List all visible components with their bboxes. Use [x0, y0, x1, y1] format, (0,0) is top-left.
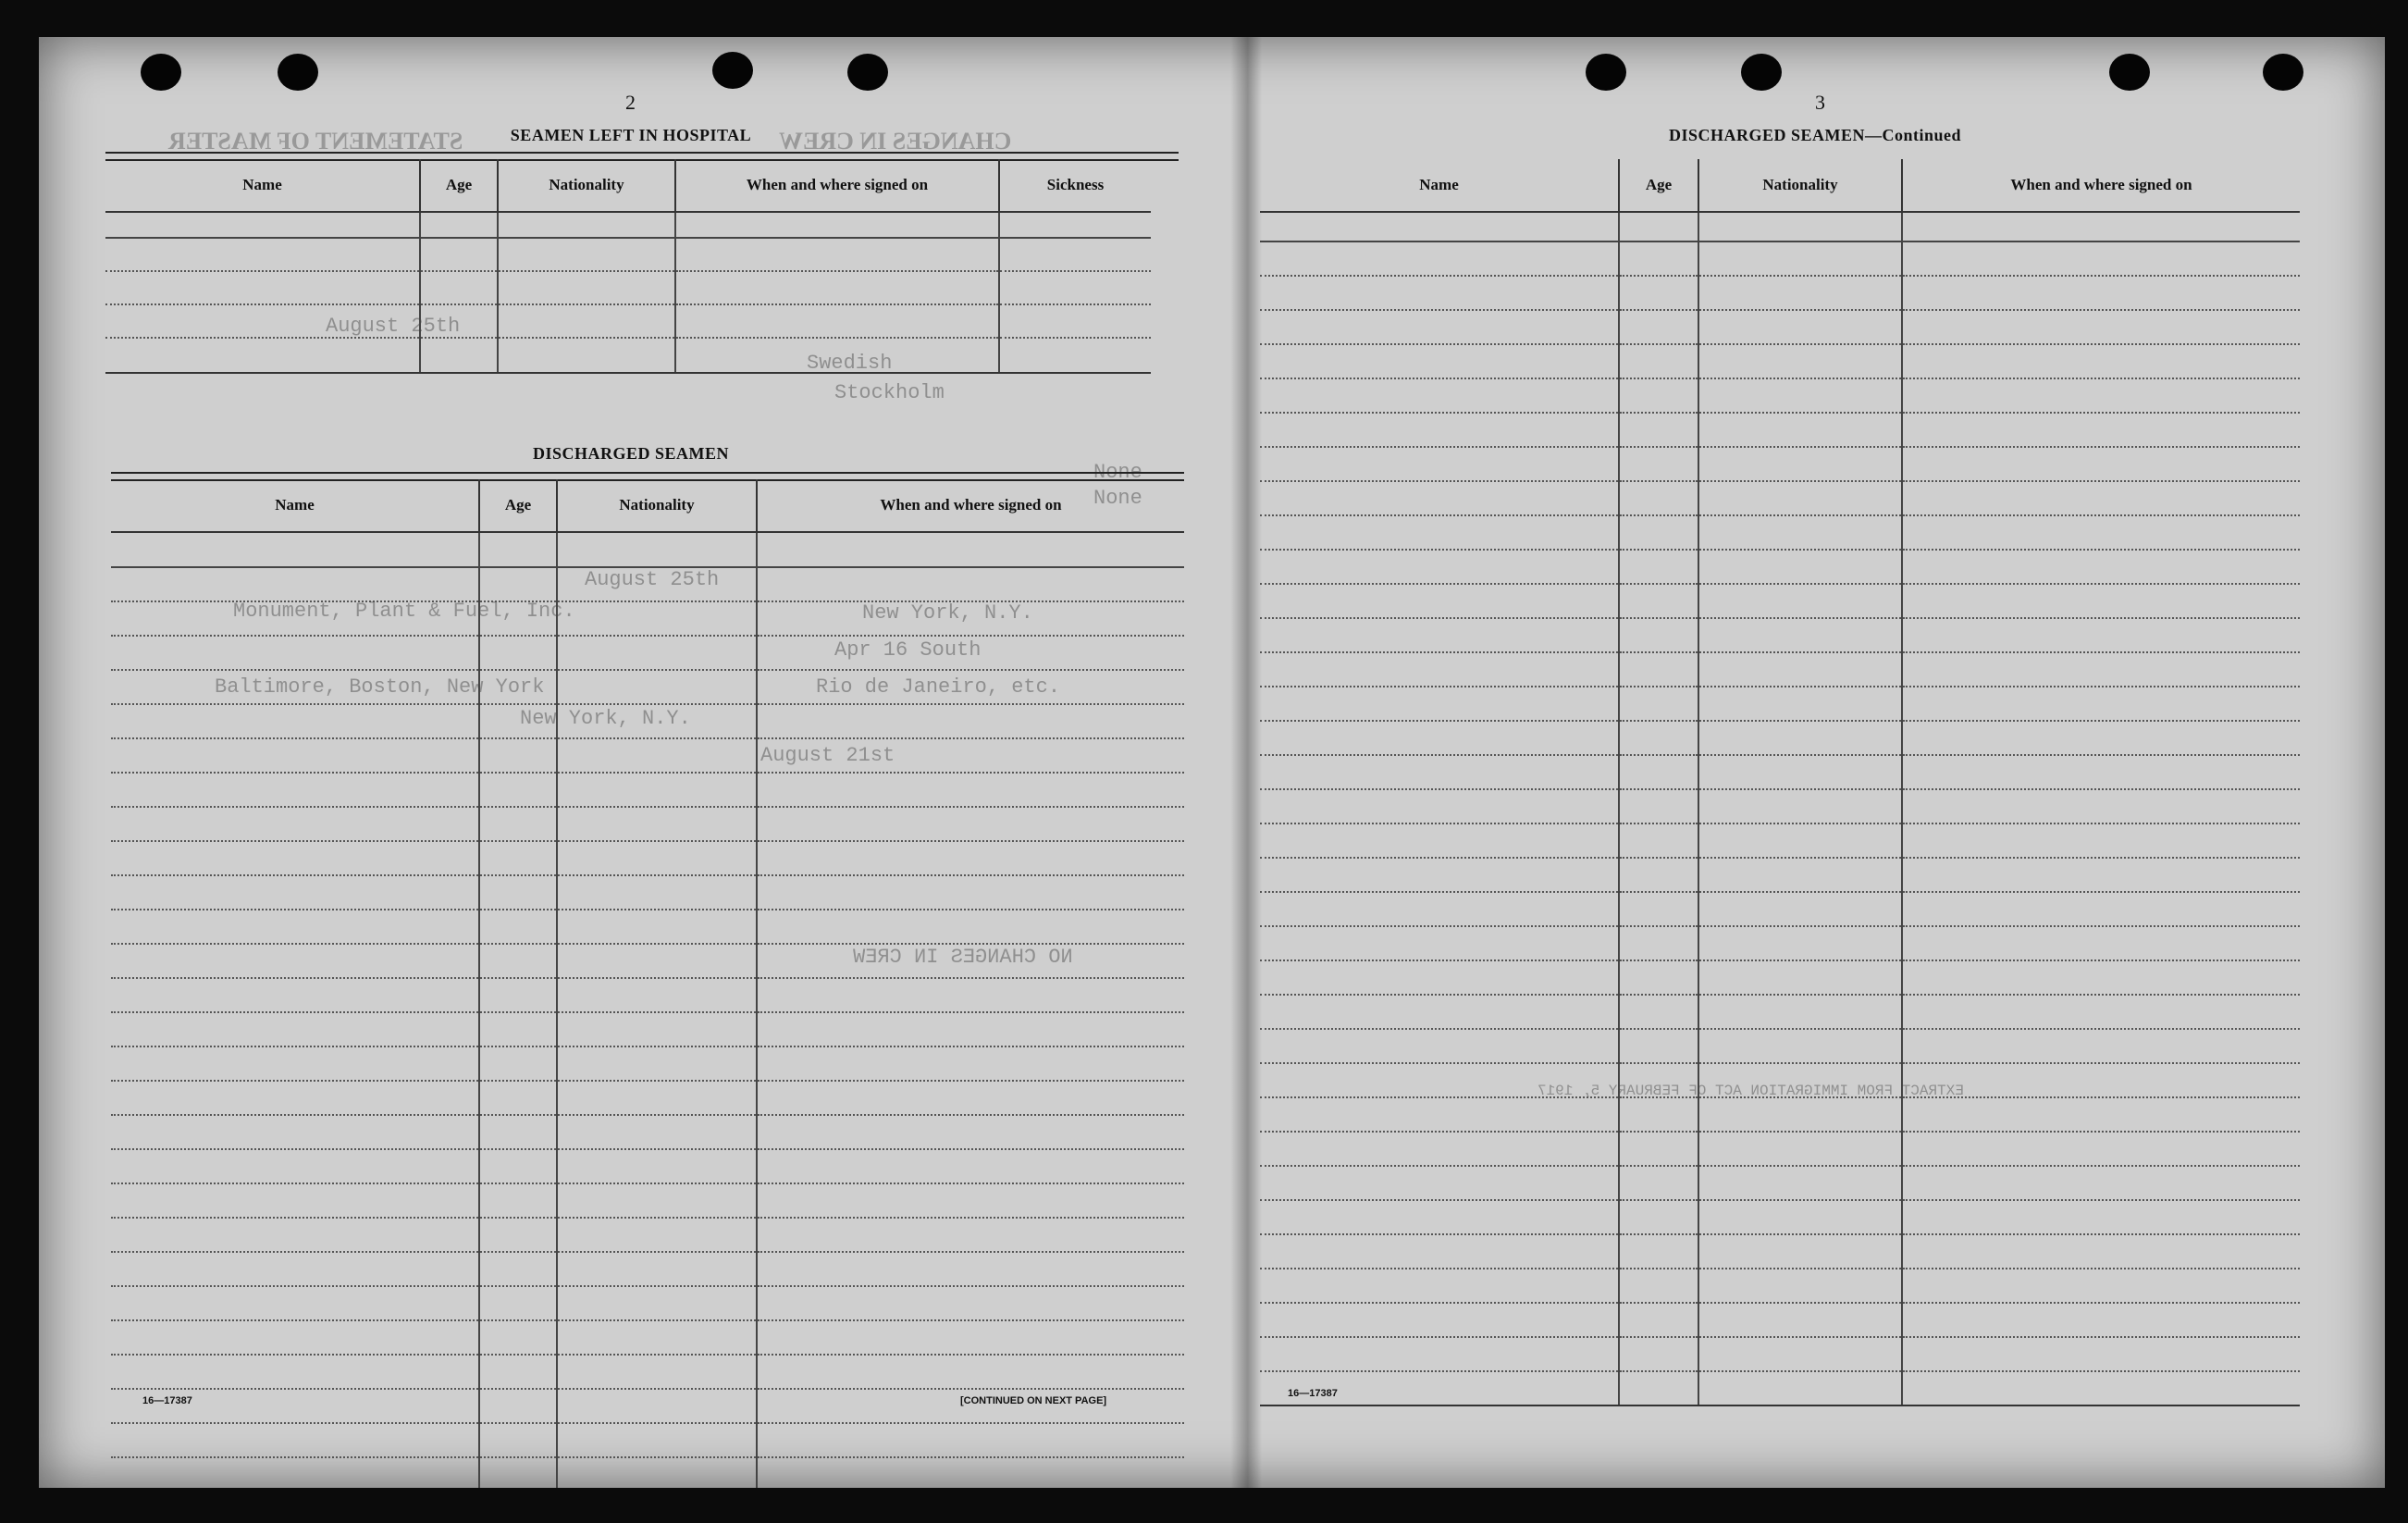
show-through-text: August 25th: [585, 568, 720, 591]
discharged-table: [111, 479, 1184, 1488]
table-row: [105, 212, 1151, 238]
discharged-continued-table: [1260, 159, 2300, 1406]
table-row: [111, 1355, 1184, 1389]
table-row: [1260, 823, 2300, 858]
col-sickness: Sickness: [999, 159, 1151, 212]
show-through-text: Swedish: [807, 352, 893, 375]
table-row: [1260, 1063, 2300, 1097]
hospital-table: [105, 159, 1151, 374]
table-row: [111, 670, 1184, 704]
table-row: [111, 1252, 1184, 1286]
col-nationality: Nationality: [498, 159, 675, 212]
col-nationality: Nationality: [1698, 159, 1902, 212]
show-through-text: None: [1093, 461, 1142, 484]
table-row: [1260, 1303, 2300, 1337]
show-through-text: August 25th: [326, 315, 461, 338]
right-page: [1260, 37, 2385, 1488]
table-row: [111, 1423, 1184, 1457]
table-row: [111, 1115, 1184, 1149]
table-row: [1260, 1132, 2300, 1166]
table-row: [111, 1183, 1184, 1218]
hospital-section-title: SEAMEN LEFT IN HOSPITAL: [510, 126, 752, 144]
table-row: [1260, 1371, 2300, 1405]
table-row: [111, 567, 1184, 601]
table-row: [1260, 858, 2300, 892]
show-through-text: Rio de Janeiro, etc.: [816, 675, 1061, 699]
table-row: [111, 1012, 1184, 1046]
table-row: [111, 875, 1184, 910]
table-row: [1260, 447, 2300, 481]
col-nationality: Nationality: [557, 479, 757, 532]
page-number: 2: [625, 91, 636, 114]
table-row: [1260, 960, 2300, 995]
table-row: [1260, 995, 2300, 1029]
col-name: Name: [1260, 159, 1619, 212]
table-row: [1260, 892, 2300, 926]
table-row: [1260, 584, 2300, 618]
show-through-text: New York, N.Y.: [862, 601, 1033, 625]
table-row: [1260, 652, 2300, 687]
show-through-text: NO CHANGES IN CREW: [853, 946, 1073, 969]
discharged-header-row: [111, 479, 1184, 532]
table-row: [1260, 618, 2300, 652]
table-row: [111, 704, 1184, 738]
scanned-document: [39, 37, 2385, 1488]
table-row: [1260, 1097, 2300, 1132]
col-signed-on: When and where signed on: [1902, 159, 2300, 212]
table-row: [111, 773, 1184, 807]
table-row: [111, 532, 1184, 567]
show-through-text: Stockholm: [834, 381, 945, 404]
table-row: [1260, 755, 2300, 789]
hospital-header-row: [105, 159, 1151, 212]
show-through-text: None: [1093, 487, 1142, 510]
page-number: 3: [1815, 91, 1825, 114]
table-row: [1260, 1337, 2300, 1371]
discharged-continued-header-row: [1260, 159, 2300, 212]
table-row: [111, 1286, 1184, 1320]
table-row: [105, 304, 1151, 338]
table-row: [1260, 241, 2300, 276]
table-row: [1260, 687, 2300, 721]
table-row: [111, 1457, 1184, 1488]
table-row: [111, 1218, 1184, 1252]
form-number: 16—17387: [1288, 1388, 1338, 1399]
continued-note: [CONTINUED ON NEXT PAGE]: [960, 1395, 1107, 1406]
table-row: [1260, 789, 2300, 823]
table-row: [1260, 310, 2300, 344]
table-row: [105, 238, 1151, 271]
table-row: [1260, 481, 2300, 515]
table-row: [1260, 413, 2300, 447]
table-row: [111, 910, 1184, 944]
table-row: [111, 1149, 1184, 1183]
table-row: [111, 1046, 1184, 1081]
left-page: [39, 37, 1241, 1488]
col-signed-on: When and where signed on: [757, 479, 1184, 532]
table-row: [105, 271, 1151, 304]
table-row: [111, 636, 1184, 670]
col-age: Age: [1619, 159, 1698, 212]
show-through-text: EXTRACT FROM IMMIGRATION ACT OF FEBRUARY 5, 1917: [1537, 1083, 1964, 1099]
show-through-heading: STATEMENT OF MASTER: [168, 128, 463, 155]
form-number: 16—17387: [142, 1395, 192, 1406]
discharged-continued-title: DISCHARGED SEAMEN—Continued: [1668, 126, 1962, 144]
table-row: [111, 1320, 1184, 1355]
col-age: Age: [420, 159, 498, 212]
show-through-heading: CHANGES IN CREW: [779, 128, 1012, 155]
table-row: [111, 738, 1184, 773]
show-through-text: Baltimore, Boston, New York: [215, 675, 545, 699]
table-row: [1260, 1234, 2300, 1269]
table-row: [111, 807, 1184, 841]
table-row: [111, 841, 1184, 875]
table-row: [111, 601, 1184, 636]
table-row: [1260, 1269, 2300, 1303]
table-row: [111, 1081, 1184, 1115]
table-row: [111, 944, 1184, 978]
table-row: [1260, 1029, 2300, 1063]
table-row: [1260, 515, 2300, 550]
table-row: [1260, 378, 2300, 413]
show-through-text: New York, N.Y.: [520, 707, 691, 730]
table-row: [111, 978, 1184, 1012]
table-row: [1260, 1166, 2300, 1200]
show-through-text: Monument, Plant & Fuel, Inc.: [233, 600, 575, 623]
table-row: [1260, 926, 2300, 960]
col-signed-on: When and where signed on: [675, 159, 999, 212]
col-age: Age: [479, 479, 557, 532]
table-row: [1260, 1200, 2300, 1234]
table-row: [1260, 276, 2300, 310]
table-row: [1260, 344, 2300, 378]
col-name: Name: [111, 479, 479, 532]
table-row: [1260, 721, 2300, 755]
col-name: Name: [105, 159, 420, 212]
table-row: [105, 338, 1151, 373]
show-through-text: August 21st: [760, 744, 895, 767]
table-row: [1260, 550, 2300, 584]
table-row: [1260, 212, 2300, 241]
show-through-text: Apr 16 South: [834, 638, 982, 662]
discharged-section-title: DISCHARGED SEAMEN: [532, 444, 730, 463]
